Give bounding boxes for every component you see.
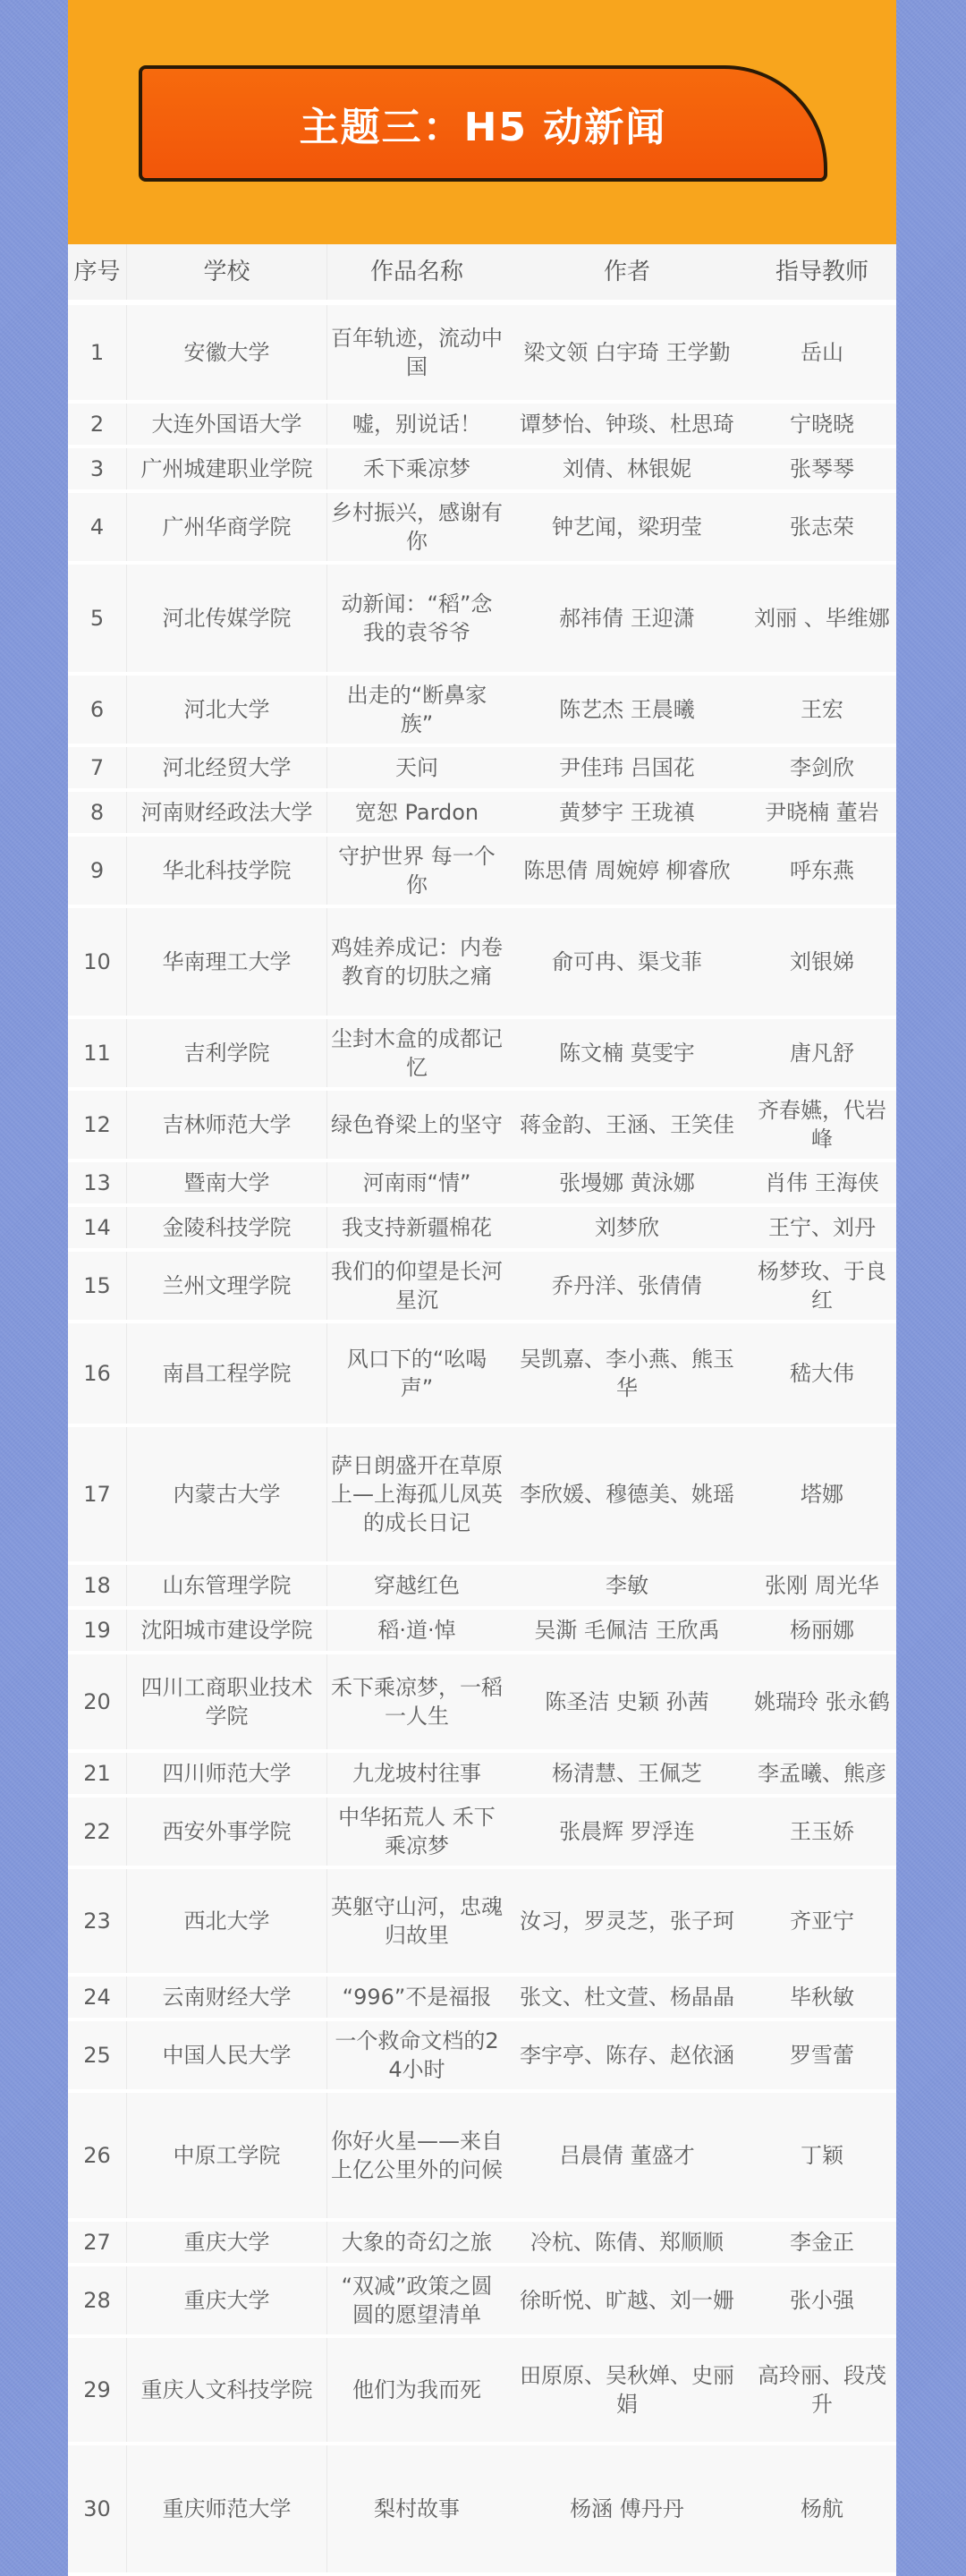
cell-title: 河南雨“情” (362, 1170, 471, 1195)
cell-authors: 吴凯嘉、李小燕、熊玉华 (520, 1347, 734, 1400)
cell-no: 2 (68, 404, 127, 445)
cell-authors: 李宇亭、陈存、赵依涵 (520, 2043, 734, 2068)
cell-teachers: 李剑欣 (790, 755, 854, 780)
cell-authors: 田原原、吴秋婵、史丽娟 (520, 2363, 734, 2417)
cell-teachers: 杨丽娜 (790, 1618, 854, 1643)
cell-title: 守护世界 每一个你 (338, 844, 496, 897)
cell-authors: 冷杭、陈倩、郑顺顺 (530, 2230, 724, 2255)
table-row (68, 1091, 896, 1162)
cell-school: 沈阳城市建设学院 (127, 1610, 327, 1651)
cell-authors: 吴澌 毛佩洁 王欣禹 (534, 1618, 720, 1643)
cell-authors: 张文、杜文萱、杨晶晶 (520, 1985, 734, 2010)
table-row (68, 1565, 896, 1610)
cell-title: 百年轨迹，流动中国 (331, 326, 503, 379)
cell-no: 19 (68, 1610, 127, 1651)
table-row (68, 837, 896, 908)
cell-school: 重庆师范大学 (127, 2445, 327, 2572)
cell-no: 27 (68, 2222, 127, 2263)
cell-school: 山东管理学院 (127, 1565, 327, 1606)
cell-no: 28 (68, 2266, 127, 2334)
cell-authors: 吕晨倩 董盛才 (559, 2143, 695, 2168)
cell-school: 广州城建职业学院 (127, 448, 327, 489)
cell-title: 鸡娃养成记：内卷教育的切肤之痛 (331, 935, 503, 989)
cell-school: 四川师范大学 (127, 1753, 327, 1794)
table-row (68, 565, 896, 676)
cell-school: 河北传媒学院 (127, 565, 327, 672)
cell-authors: 钟艺闻，梁玥莹 (552, 514, 702, 540)
cell-title: 嘘，别说话！ (352, 412, 481, 437)
cell-title: 中华拓荒人 禾下乘凉梦 (338, 1805, 496, 1858)
cell-title: 萨日朗盛开在草原上—上海孤儿凤英的成长日记 (331, 1453, 503, 1535)
cell-no: 13 (68, 1162, 127, 1203)
cell-teachers: 高玲丽、段茂升 (758, 2363, 886, 2417)
cell-teachers: 刘银娣 (790, 949, 854, 974)
cell-school: 中国人民大学 (127, 2021, 327, 2089)
cell-school: 吉利学院 (127, 1019, 327, 1087)
table-row (68, 747, 896, 792)
cell-no: 23 (68, 1869, 127, 1973)
cell-school: 南昌工程学院 (127, 1323, 327, 1424)
table-row (68, 1019, 896, 1091)
table-row (68, 2093, 896, 2222)
cell-no: 25 (68, 2021, 127, 2089)
cell-teachers: 李孟曦、熊彦 (758, 1761, 886, 1786)
cell-no: 9 (68, 837, 127, 905)
cell-authors: 俞可冉、渠戈菲 (552, 949, 702, 974)
cell-title: 一个救命文档的24小时 (335, 2028, 499, 2082)
cell-authors: 郝祎倩 王迎潇 (559, 606, 695, 631)
cell-no: 5 (68, 565, 127, 672)
orange-header-panel (68, 0, 896, 244)
cell-school: 重庆大学 (127, 2222, 327, 2263)
cell-teachers: 齐亚宁 (790, 1909, 854, 1934)
table-header-row (68, 244, 896, 305)
cell-title: 英躯守山河，忠魂归故里 (331, 1894, 503, 1948)
cell-school: 重庆人文科技学院 (127, 2338, 327, 2442)
cell-school: 河北大学 (127, 676, 327, 744)
cell-authors: 杨涵 傅丹丹 (570, 2496, 684, 2521)
cell-teachers: 刘丽 、毕维娜 (754, 606, 890, 631)
cell-authors: 陈文楠 莫雯宇 (559, 1041, 695, 1066)
table-row (68, 493, 896, 565)
cell-title: 稻·道·悼 (377, 1618, 456, 1643)
cell-teachers: 王玉娇 (790, 1819, 854, 1844)
page-title: 主题三：H5 动新闻 (299, 105, 667, 150)
table-body (68, 305, 896, 2576)
cell-teachers: 张小强 (790, 2288, 854, 2313)
cell-title: 禾下乘凉梦，一稻一人生 (331, 1675, 503, 1729)
table-row (68, 1753, 896, 1798)
cell-title: 风口下的“吆喝声” (346, 1347, 487, 1400)
cell-teachers: 张刚 周光华 (765, 1573, 879, 1598)
table-row (68, 2445, 896, 2576)
table-row (68, 1977, 896, 2021)
table-row (68, 1252, 896, 1323)
header-cell-teachers: 指导教师 (775, 259, 869, 285)
cell-title: 我们的仰望是长河星沉 (331, 1259, 503, 1313)
cell-school: 西北大学 (127, 1869, 327, 1973)
cell-authors: 陈圣洁 史颖 孙茜 (545, 1689, 709, 1714)
cell-no: 8 (68, 792, 127, 833)
cell-no: 16 (68, 1323, 127, 1424)
cell-teachers: 王宁、刘丹 (768, 1215, 876, 1240)
cell-teachers: 杨梦玫、于良红 (758, 1259, 886, 1313)
cell-no: 17 (68, 1427, 127, 1561)
cell-school: 暨南大学 (127, 1162, 327, 1203)
cell-authors: 汝习，罗灵芝，张子珂 (520, 1909, 734, 1934)
table-row (68, 1798, 896, 1869)
cell-title: 动新闻：“稻”念我的袁爷爷 (341, 591, 493, 645)
table-row (68, 1323, 896, 1427)
header-cell-no: 序号 (68, 244, 127, 300)
cell-teachers: 齐春嬿，代岩峰 (758, 1098, 886, 1152)
table-row (68, 1869, 896, 1977)
cell-teachers: 肖伟 王海侠 (765, 1170, 879, 1195)
cell-title: 乡村振兴，感谢有你 (331, 500, 503, 554)
cell-authors: 陈艺杰 王晨曦 (559, 697, 695, 722)
table-row (68, 2021, 896, 2093)
table-row (68, 792, 896, 837)
cell-school: 金陵科技学院 (127, 1207, 327, 1248)
table-row (68, 448, 896, 493)
cell-title: 禾下乘凉梦 (363, 456, 470, 481)
cell-school: 河北经贸大学 (127, 747, 327, 788)
cell-authors: 李欣媛、穆德美、姚瑶 (520, 1482, 734, 1507)
cell-teachers: 张志荣 (790, 514, 854, 540)
table-row (68, 305, 896, 404)
cell-title: 宽恕 Pardon (354, 800, 479, 825)
cell-school: 安徽大学 (127, 305, 327, 400)
cell-teachers: 宁晓晓 (790, 412, 854, 437)
cell-authors: 谭梦怡、钟琰、杜思琦 (520, 412, 734, 437)
cell-title: 出走的“断鼻家族” (346, 683, 487, 736)
cell-title: 他们为我而死 (352, 2377, 481, 2402)
cell-no: 1 (68, 305, 127, 400)
cell-teachers: 嵇大伟 (790, 1361, 854, 1386)
cell-no: 3 (68, 448, 127, 489)
table-row (68, 1427, 896, 1565)
cell-authors: 乔丹洋、张倩倩 (552, 1273, 702, 1298)
cell-school: 广州华商学院 (127, 493, 327, 561)
cell-school: 西安外事学院 (127, 1798, 327, 1866)
cell-school: 重庆大学 (127, 2266, 327, 2334)
cell-school: 华北科技学院 (127, 837, 327, 905)
cell-teachers: 丁颖 (801, 2143, 843, 2168)
header-cell-title: 作品名称 (369, 259, 463, 285)
cell-no: 24 (68, 1977, 127, 2018)
cell-school: 兰州文理学院 (127, 1252, 327, 1320)
cell-no: 30 (68, 2445, 127, 2572)
cell-school: 华南理工大学 (127, 908, 327, 1016)
cell-title: 尘封木盒的成都记忆 (331, 1026, 503, 1080)
cell-teachers: 塔娜 (801, 1482, 843, 1507)
cell-school: 四川工商职业技术学院 (127, 1654, 327, 1749)
cell-authors: 张墁娜 黄泳娜 (559, 1170, 695, 1195)
cell-authors: 梁文领 白宇琦 王学勤 (523, 340, 731, 365)
cell-title: “996”不是福报 (342, 1985, 492, 2010)
cell-no: 21 (68, 1753, 127, 1794)
table-row (68, 1654, 896, 1753)
cell-authors: 张晨辉 罗浮连 (559, 1819, 695, 1844)
cell-school: 内蒙古大学 (127, 1427, 327, 1561)
cell-school: 大连外国语大学 (127, 404, 327, 445)
cell-no: 29 (68, 2338, 127, 2442)
cell-no: 20 (68, 1654, 127, 1749)
results-table (68, 244, 896, 2576)
table-row (68, 1610, 896, 1654)
cell-title: 大象的奇幻之旅 (342, 2230, 492, 2255)
table-row (68, 404, 896, 448)
cell-authors: 陈思倩 周婉婷 柳睿欣 (523, 858, 731, 883)
cell-no: 14 (68, 1207, 127, 1248)
cell-teachers: 张琴琴 (790, 456, 854, 481)
cell-no: 26 (68, 2093, 127, 2218)
table-row (68, 2222, 896, 2266)
cell-school: 吉林师范大学 (127, 1091, 327, 1159)
table-row (68, 1207, 896, 1252)
title-banner (139, 65, 827, 182)
table-row (68, 2338, 896, 2445)
cell-no: 11 (68, 1019, 127, 1087)
header-cell-school: 学校 (127, 244, 327, 300)
cell-authors: 黄梦宇 王珑禛 (559, 800, 695, 825)
cell-title: 九龙坡村往事 (352, 1761, 481, 1786)
cell-teachers: 王宏 (801, 697, 843, 722)
cell-no: 4 (68, 493, 127, 561)
cell-authors: 刘倩、林银妮 (563, 456, 691, 481)
cell-authors: 杨清慧、王佩芝 (552, 1761, 702, 1786)
cell-authors: 刘梦欣 (595, 1215, 659, 1240)
table-row (68, 676, 896, 747)
cell-teachers: 李金正 (790, 2230, 854, 2255)
header-cell-authors: 作者 (603, 259, 650, 285)
cell-school: 河南财经政法大学 (127, 792, 327, 833)
cell-authors: 李敏 (606, 1573, 648, 1598)
table-row (68, 908, 896, 1019)
cell-title: 天问 (395, 755, 438, 780)
cell-school: 云南财经大学 (127, 1977, 327, 2018)
cell-title: 我支持新疆棉花 (342, 1215, 492, 1240)
cell-no: 7 (68, 747, 127, 788)
table-row (68, 2266, 896, 2338)
cell-title: 梨村故事 (374, 2496, 460, 2521)
cell-authors: 蒋金韵、王涵、王笑佳 (520, 1112, 734, 1137)
cell-teachers: 尹晓楠 董岩 (765, 800, 879, 825)
cell-teachers: 罗雪蕾 (790, 2043, 854, 2068)
cell-title: 你好火星——来自上亿公里外的问候 (331, 2129, 503, 2182)
cell-teachers: 杨航 (801, 2496, 843, 2521)
cell-teachers: 岳山 (801, 340, 843, 365)
table-row (68, 1162, 896, 1207)
cell-title: 穿越红色 (374, 1573, 460, 1598)
cell-authors: 尹佳玮 吕国花 (559, 755, 695, 780)
cell-teachers: 唐凡舒 (790, 1041, 854, 1066)
cell-teachers: 毕秋敏 (790, 1985, 854, 2010)
cell-no: 10 (68, 908, 127, 1016)
cell-no: 22 (68, 1798, 127, 1866)
cell-school: 中原工学院 (127, 2093, 327, 2218)
cell-no: 18 (68, 1565, 127, 1606)
cell-title: 绿色脊梁上的坚守 (331, 1112, 503, 1137)
cell-teachers: 姚瑞玲 张永鹤 (754, 1689, 890, 1714)
cell-authors: 徐昕悦、旷越、刘一姗 (520, 2288, 734, 2313)
cell-teachers: 呼东燕 (790, 858, 854, 883)
cell-no: 15 (68, 1252, 127, 1320)
cell-no: 12 (68, 1091, 127, 1159)
cell-no: 6 (68, 676, 127, 744)
cell-title: “双减”政策之圆圆的愿望清单 (341, 2274, 493, 2327)
